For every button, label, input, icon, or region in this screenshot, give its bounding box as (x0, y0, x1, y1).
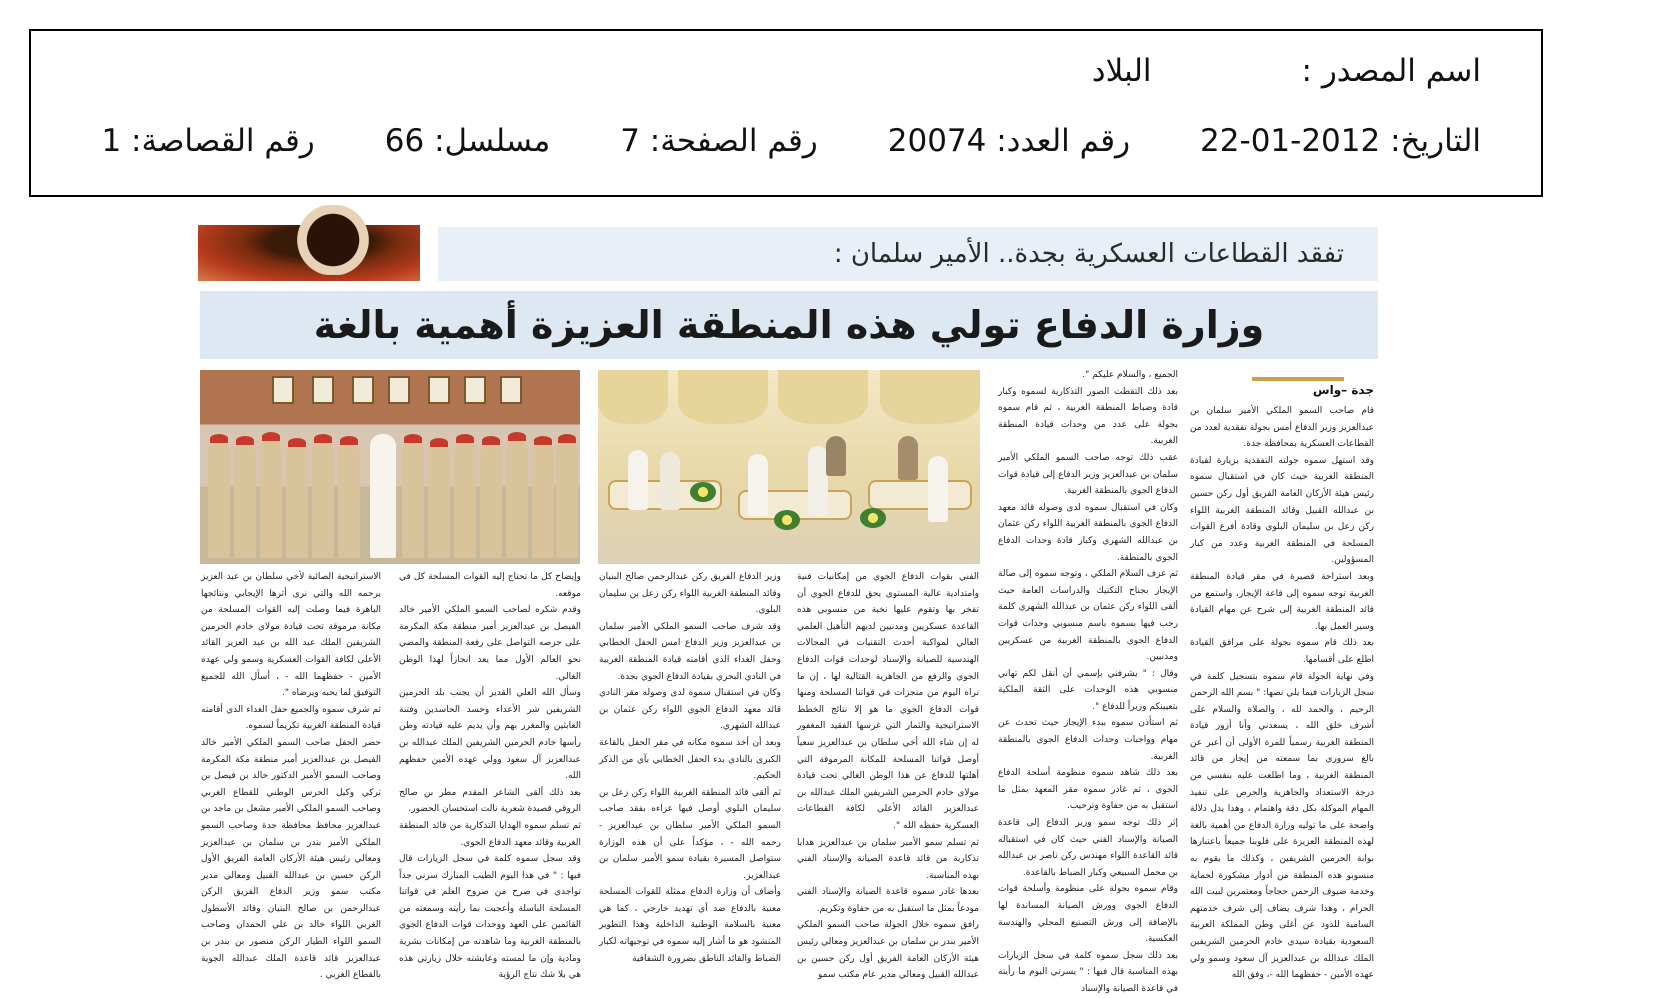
clipping-metadata-box (29, 29, 1543, 197)
article-column-4: وزير الدفاع الفريق ركن عبدالرحمن صالح البنيان وقائد المنطقة الغربية اللواء ركن زعل بن سليمان البلوي. وقد شرف صاحب السمو الملكي الأمير سلمان بن عبدالعزيز وزير الدفاع امس الحفل الخطابي وحفل الغداء الذي أقامته قيادة المنطقة الغربية في النادي البحري بقيادة الدفاع الجوي بجدة. وكان في استقبال سموه لدى وصوله مقر النادي قائد معهد الدفاع الجوي اللواء ركن عثمان بن عبدالله الشهري. وبعد أن أخذ سموه مكانه في مقر الحفل بالقاعة الكبرى بالنادي بدء الحفل الخطابي بآي من الذكر الحكيم. ثم ألقى قائد المنطقة الغربية اللواء ركن زعل بن سليمان البلوي أوصل فيها عزاءه بفقد صاحب السمو الملكي الأمير سلطان بن عبدالعزيز - رحمه الله - ، مؤكداً على أن هذه الوزارة ستواصل المسيرة بقيادة سمو الأمير سلمان بن عبدالعزيز. وأضاف أن وزارة الدفاع ممثلة للقوات المسلحة معنية بالدفاع ضد أي تهديد خارجي ، كما هي معنية بالسلامة الوطنية الداخلية وهذا التطوير المنشود هو ما أشار إليه سموه في توجيهاته لكبار الضباط والقائد الناطق بضرورة الشفافية (599, 572, 781, 964)
source-label: اسم المصدر : (1301, 53, 1481, 89)
clip-number-field: رقم القصاصة: 1 (101, 123, 315, 159)
issue-details-row (91, 123, 1481, 159)
newspaper-clipping (198, 225, 1378, 994)
article-column-5: وإيضاح كل ما تحتاج إليه القوات المسلحة كل في موقعه. وقدم شكره لصاحب السمو الملكي الأمير خالد الفيصل بن عبدالعزيز أمير منطقة مكة المكرمة على حرصه التواصل على رفعة المنطقة والمضي نحو العالم الأول مما يعد انجازاً لهذا الوطن الغالي. وسأل الله العلي القدير أن يجنب بلد الحرمين الشريفين شر الأعداء وحسد الحاسدين وفتنة العابثين والمغرر بهم وأن يديم عليه قيادته وطن رأسها خادم الحرمين الشريفين الملك عبدالله بن عبدالعزيز آل سعود وولي عهده الأمين حفظهم الله. بعد ذلك ألقى الشاعر المقدم مطر بن صالح الروقي قصيدة شعرية نالت استحسان الحضور. ثم تسلم سموه الهدايا التذكارية من قائد المنطقة الغربية وقائد معهد الدفاع الجوي. وقد سجل سموه كلمة في سجل الزيارات قال فيها : " في هذا اليوم الطيب المبارك سرني جداً تواجدي في صرح من صروح العلم في قواتنا المسلحة الباسلة وأعجبت بما رأيته وسمعته من القائمين على العهد ووحدات قوات الدفاع الجوي بالمنطقة الغربية وما شاهدته من إمكانات بشرية ومادية وإن ما لمسته وعايشته خلال زيارتي هذه هي بلا شك نتاج الرؤية (399, 572, 581, 981)
article-column-6: الاستراتيجية الصائبة لأخي سلطان بن عبد العزيز يرحمه الله والتي نرى أثرها الإيجابي ونتائجها الباهرة فيما وصلت إليه القوات المسلحة من مكانة مرموقة تحت قيادة مولاي خادم الحرمين الشريفين الملك عبد الله بن عبد العزيز القائد الأعلى لكافة القوات العسكرية وسمو ولي عهده الأمين - حفظهما الله - ، أسأل الله للجميع التوفيق لما يحبه ويرضاه ". ثم شرف سموه والجميع حفل الغداء الذي أقامته قيادة المنطقة الغربية تكريماً لسموه. حضر الحفل صاحب السمو الملكي الأمير خالد الفيصل بن عبدالعزيز أمير منطقة مكة المكرمة وصاحب السمو الأمير الدكتور خالد بن فيصل بن تركي وكيل الحرس الوطني للقطاع الغربي وصاحب السمو الملكي الأمير مشعل بن ماجد بن عبدالعزيز محافظ محافظة جدة وصاحب السمو الملكي الأمير بندر بن سلمان بن عبدالعزيز ومعالي رئيس هيئة الأركان العامة الفريق الأول الركن حسين بن عبدالله القبيل ومعالي مدير مكتب سمو وزير الدفاع الفريق الركن عبدالرحمن بن صالح البنيان وقائد الأسطول الغربي اللواء خالد بن علي الحمدان وصاحب السمو اللواء الطيار الركن منصور بن بندر بن عبدالعزيز قائد قاعدة الملك عبدالله الجوية بالقطاع الغربي . (201, 572, 381, 981)
decorative-food-image (198, 225, 420, 281)
serial-field: مسلسل: 66 (384, 123, 551, 159)
source-value: البلاد (1091, 53, 1152, 89)
meeting-photo (598, 370, 980, 564)
article-kicker: تفقد القطاعات العسكرية بجدة.. الأمير سلمان : (438, 227, 1378, 281)
page-number-field: رقم الصفحة: 7 (620, 123, 818, 159)
date-field: التاريخ: 2012-01-22 (1200, 123, 1481, 159)
article-column-1: قام صاحب السمو الملكي الأمير سلمان بن عبدالعزيز وزير الدفاع أمس بجولة تفقدية لعدد من القطاعات العسكرية بمحافظة جدة. وقد استهل سموه جولته التفقدية بزيارة لقيادة المنطقة الغربية حيث كان في استقبال سموه رئيس هيئة الأركان العامة الفريق أول ركن حسين بن عبدالله القبيل وقائد المنطقة الغربية اللواء ركن زعل بن سليمان البلوي وقادة أفرع القوات المسلحة في المنطقة الغربية وعدد من كبار المسؤولين. وبعد استراحة قصيرة في مقر قيادة المنطقة الغربية توجه سموه إلى قاعة الإيجاز، واستمع من قائد المنطقة الغربية إلى شرح عن مهام القيادة وسير العمل بها. بعد ذلك قام سموه بجولة على مرافق القيادة اطلع على أقسامها. وفي نهاية الجولة قام سموه بتسجيل كلمة في سجل الزيارات فيما يلي نصها: " بسم الله الرحمن الرحيم ، والحمد لله ، والصلاة والسلام على أشرف خلق الله ، يسعدني وأنا أزور قيادة المنطقة الغربية رسمياً للمرة الأولى أن أعبر عن بالغ سروري بما سمعته من إيجاز من قائد المنطقة الغربية ، وما اطلعت عليه بنفسي من درجة الاستعداد والجاهزية والحرص على تنفيذ المهام الموكلة بكل دقة واهتمام ، وهذا يدل دلالة واضحة على ما توليه وزارة الدفاع من أهمية بالغة لهذه المنطقة العزيزة على قلوبنا جميعاً باعتبارها بوابة الحرمين الشريفين ، وكذلك ما يقوم به منسوبو هذه المنطقة من أدوار مشكورة لحماية وخدمة ضيوف الرحمن حجاجاً ومعتمرين لبيت الله الحرام ، وهذا شرف يضاف إلى شرف خدمتهم السامية للذود عن أغلى وطن المملكة العربية السعودية بقيادة سيدي خادم الحرمين الشريفين الملك عبدالله بن عبدالعزيز آل سعود وسمو ولي عهده الأمين - حفظهما الله -، وفق الله (1190, 406, 1374, 981)
article-column-3: الفني بقوات الدفاع الجوي من إمكانيات فنية وامتدادية عالية المستوى يحق للدفاع الجوي أن تفخر بها وتقوم عليها نخبة من منسوبي هذه القاعدة عسكريين ومدنيين لديهم التأهيل العلمي العالي لمواكبة أحدث التقنيات في المجالات الهندسية للصيانة والإسناد لوحدات قوات الدفاع الجوي والرفع من الجاهزية القتالية لها ، إن ما نراه اليوم من منجزات في قواتنا المسلحة ومنها قوات الدفاع الجوي ما هو إلا نتائج الخطط الاستراتيجية والثمار التي غرسها الفقيد المغفور له إن شاء الله أخي سلطان بن عبدالعزيز سعياً أوصل قواتنا المسلحة للمكانة المرموقة التي أهلتها للدفاع عن هذا الوطن الغالي تحت قيادة مولاي خادم الحرمين الشريفين الملك عبدالله بن عبدالعزيز القائد الأعلى لكافة القطاعات العسكرية حفظه الله ". ثم تسلم سمو الأمير سلمان بن عبدالعزيز هدايا تذكارية من قائد قاعدة الصيانة والإسناد الفني بهذه المناسبة. بعدها غادر سموه قاعدة الصيانة والإسناد الفني مودعاً بمثل ما استقبل به من حفاوة وتكريم. رافق سموه خلال الجولة صاحب السمو الملكي الأمير بندر بن سلمان بن عبدالعزيز ومعالي رئيس هيئة الأركان العامة الفريق أول ركن حسين بن عبدالله القبيل ومعالي مدير عام مكتب سمو (797, 572, 979, 981)
group-photo (200, 370, 580, 564)
article-column-2: الجميع ، والسلام عليكم ". بعد ذلك التقطت الصور التذكارية لسموه وكبار قادة وضباط المنطقة الغربية ، ثم قام سموه بجولة على عدد من وحدات قيادة المنطقة الغربية. عقب ذلك توجه صاحب السمو الملكي الأمير سلمان بن عبدالعزيز وزير الدفاع إلى قيادة قوات الدفاع الجوي بالمنطقة الغربية. وكان في استقبال سموه لدى وصوله قائد معهد الدفاع الجوي بالمنطقة الغربية اللواء ركن عثمان بن عبدالله الشهري وكبار قادة وحدات الدفاع الجوي بالمنطقة. ثم عزف السلام الملكي ، وتوجه سموه إلى صالة الإيجاز بجناح التكتيك والدراسات العامة حيث ألقى اللواء ركن عثمان بن عبدالله الشهري كلمة رحب فيها بسموه باسم منسوبي وحدات قوات الدفاع الجوي بالمنطقة الغربية من عسكريين ومدنيين. وقال : " يشرفني بإسمي أن أنقل لكم تهاني منسوبي هذه الوحدات على الثقة الملكية بتعيينكم وزيراً للدفاع ". ثم استأذن سموه ببدء الإيجاز حيث تحدث عن مهام وواجبات وحدات الدفاع الجوي بالمنطقة الغربية. بعد ذلك شاهد سموه منظومة أسلحة الدفاع الجوي ، ثم غادر سموه مقر المعهد بمثل ما استقبل به من حفاوة وترحيب. إثر ذلك توجه سمو وزير الدفاع إلى قاعدة الصيانة والإسناد الفني حيث كان في استقباله قائد القاعدة اللواء مهندس ركن ناصر بن عبدالله بن محمل السبيعي وكبار الضباط بالقاعدة. وقام سموه بجولة على منظومة وأسلحة قوات الدفاع الجوي وورش الصيانة المساندة لها بالإضافة إلى ورش التصنيع المحلي والهندسة العكسية. بعد ذلك سجل سموه كلمة في سجل الزيارات بهذه المناسبة قال فيها : " يسرني اليوم ما رأيته في قاعدة الصيانة والإسناد (998, 370, 1178, 994)
byline-accent-bar (1252, 377, 1344, 381)
issue-number-field: رقم العدد: 20074 (887, 123, 1131, 159)
article-byline: جدة –واس (1313, 383, 1374, 397)
article-headline: وزارة الدفاع تولي هذه المنطقة العزيزة أهمية بالغة (200, 291, 1378, 359)
source-row (91, 53, 1481, 89)
